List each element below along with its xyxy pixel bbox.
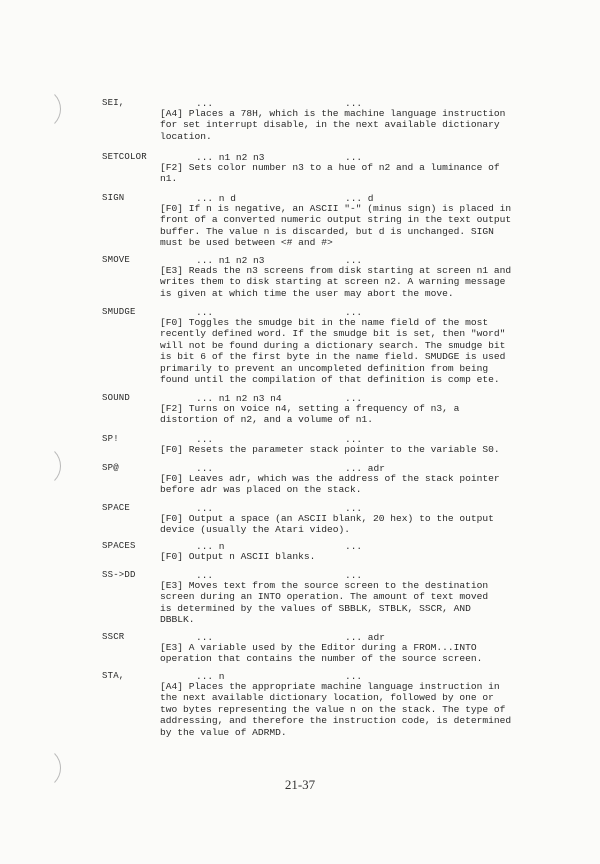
entry-word: SSCR [102, 632, 125, 642]
entry-word: STA, [102, 671, 125, 681]
entry-description: [F0] Toggles the smudge bit in the name field of the most recently defined word. If the smudge bit is set, then "word" will not be found during a dictionary search. The smudge bit is bit 6 of the first byte in the name field. SMUDGE is used primarily to prevent an uncompleted definition from being found until the compilation of that definition is comp ete. [160, 317, 506, 386]
stack-after: ... [345, 393, 363, 404]
entry-word: SIGN [102, 193, 125, 203]
stack-after: ... [345, 671, 363, 682]
entry-word: SPACES [102, 541, 136, 551]
stack-after: ... [345, 98, 363, 109]
stack-after: ... [345, 307, 363, 318]
entry-description: [F0] Output n ASCII blanks. [160, 551, 316, 562]
stack-after: ... [345, 152, 363, 163]
page-number: 21-37 [284, 777, 316, 792]
binder-hole-top [22, 88, 61, 130]
stack-after: ... [345, 541, 363, 552]
stack-after: ... adr [345, 632, 385, 643]
entry-word: SETCOLOR [102, 152, 147, 162]
stack-before: ... n [196, 541, 225, 552]
stack-before: ... [196, 632, 214, 643]
stack-before: ... n1 n2 n3 n4 [196, 393, 282, 404]
stack-before: ... [196, 570, 214, 581]
stack-after: ... [345, 255, 363, 266]
entry-description: [E3] A variable used by the Editor during a FROM...INTO operation that contains the number of the source screen. [160, 642, 483, 665]
entry-description: [F0] Leaves adr, which was the address of the stack pointer before adr was placed on the stack. [160, 473, 500, 496]
stack-before: ... [196, 307, 214, 318]
entry-description: [F2] Sets color number n3 to a hue of n2 and a luminance of n1. [160, 162, 500, 185]
entry-word: SEI, [102, 98, 125, 108]
entry-description: [E3] Reads the n3 screens from disk starting at screen n1 and writes them to disk starting at screen n2. A warning message is given at which time the user may abort the move. [160, 265, 512, 299]
entry-description: [A4] Places the appropriate machine language instruction in the next available dictionary location, followed by one or two bytes representing the value n on the stack. The type of addressing, and therefore the instruction code, is determined by the value of ADRMD. [160, 681, 512, 738]
stack-before: ... [196, 98, 214, 109]
entry-description: [E3] Moves text from the source screen to the destination screen during an INTO operation. The amount of text moved is determined by the values of SBBLK, STBLK, SSCR, AND DBBLK. [160, 580, 489, 626]
stack-before: ... n1 n2 n3 [196, 255, 265, 266]
entry-word: SOUND [102, 393, 131, 403]
entry-word: SP@ [102, 463, 119, 473]
stack-before: ... n [196, 671, 225, 682]
stack-before: ... [196, 503, 214, 514]
entry-description: [A4] Places a 78H, which is the machine language instruction for set interrupt disable, in the next available dictionary location. [160, 108, 506, 142]
stack-before: ... n d [196, 193, 236, 204]
stack-after: ... d [345, 193, 374, 204]
entry-word: SP! [102, 434, 119, 444]
binder-hole-middle [22, 445, 61, 487]
stack-after: ... [345, 570, 363, 581]
entry-word: SMOVE [102, 255, 131, 265]
stack-after: ... [345, 503, 363, 514]
stack-before: ... [196, 434, 214, 445]
stack-after: ... [345, 434, 363, 445]
stack-after: ... adr [345, 463, 385, 474]
entry-description: [F0] Output a space (an ASCII blank, 20 hex) to the output device (usually the Atari video). [160, 513, 494, 536]
entry-word: SPACE [102, 503, 131, 513]
entry-word: SS->DD [102, 570, 136, 580]
stack-before: ... n1 n2 n3 [196, 152, 265, 163]
stack-before: ... [196, 463, 214, 474]
entry-description: [F0] If n is negative, an ASCII "-" (minus sign) is placed in front of a converted numeric output string in the text output buffer. The value n is discarded, but d is unchanged. SIGN must be used between <# and #> [160, 203, 512, 249]
entry-description: [F0] Resets the parameter stack pointer to the variable S0. [160, 444, 500, 455]
entry-description: [F2] Turns on voice n4, setting a frequency of n3, a distortion of n2, and a volume of n1. [160, 403, 460, 426]
entry-word: SMUDGE [102, 307, 136, 317]
